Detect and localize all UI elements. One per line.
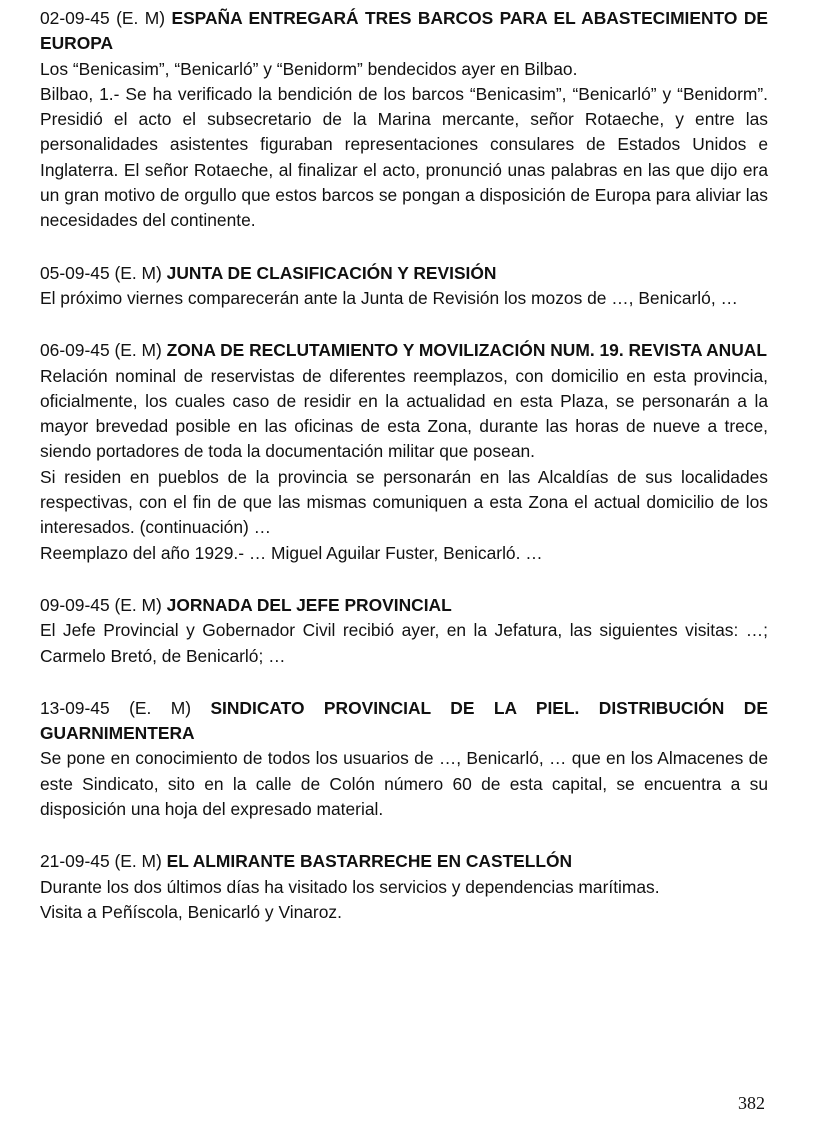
news-entry: [40, 696, 768, 822]
entry-source: (E. M): [114, 851, 162, 872]
entry-heading: [40, 696, 768, 747]
entry-heading: [40, 338, 768, 363]
entry-source: (E. M): [116, 8, 166, 28]
entry-date: 06-09-45: [40, 340, 110, 361]
entry-heading: [40, 849, 768, 874]
entry-paragraph: El próximo viernes comparecerán ante la Junta de Revisión los mozos de …, Benicarló, …: [40, 287, 738, 308]
entry-title: ZONA DE RECLUTAMIENTO Y MOVILIZACIÓN NUM. 19. REVISTA ANUAL: [166, 340, 767, 361]
page-number: 382: [738, 1093, 765, 1113]
entry-paragraph: El Jefe Provincial y Gobernador Civil recibió ayer, en la Jefatura, las siguientes visitas: …; Carmelo Bretó, de Benicarló; …: [40, 620, 768, 666]
entry-date: 05-09-45: [40, 262, 110, 283]
entry-source: (E. M): [114, 262, 162, 283]
entry-paragraph: Los “Benicasim”, “Benicarló” y “Benidorm” bendecidos ayer en Bilbao.: [40, 58, 578, 79]
entry-source: (E. M): [114, 340, 162, 361]
entry-paragraph: Reemplazo del año 1929.- … Miguel Aguilar Fuster, Benicarló. …: [40, 542, 543, 563]
entry-paragraph: Durante los dos últimos días ha visitado los servicios y dependencias marítimas.: [40, 876, 660, 897]
entry-date: 09-09-45: [40, 594, 110, 615]
entry-paragraph: Bilbao, 1.- Se ha verificado la bendición de los barcos “Benicasim”, “Benicarló” y “Benidorm”. Presidió el acto el subsecretario de la Marina mercante, señor Rotaeche, y entre las personalidades asistentes figuraban representaciones consulares de Estados Unidos e Inglaterra. El señor Rotaeche, al finalizar el acto, pronunció unas palabras en las que dijo era un gran motivo de orgullo que estos barcos se pongan a disposición de Europa para aliviar las necesidades del continente.: [40, 83, 768, 231]
entry-date: 02-09-45: [40, 8, 110, 28]
document-page: [40, 6, 768, 952]
entry-date: 13-09-45: [40, 697, 110, 718]
entry-paragraph: Visita a Peñíscola, Benicarló y Vinaroz.: [40, 901, 342, 922]
entry-paragraph: Se pone en conocimiento de todos los usuarios de …, Benicarló, … que en los Almacenes de este Sindicato, sito en la calle de Colón número 60 de esta capital, se encuentra a su disposición una hoja del expresado material.: [40, 748, 768, 820]
entry-heading: [40, 6, 768, 57]
entry-date: 21-09-45: [40, 851, 110, 872]
entry-title: SINDICATO PROVINCIAL DE LA PIEL. DISTRIBUCIÓN DE GUARNIMENTERA: [40, 697, 768, 744]
news-entry: [40, 849, 768, 925]
entry-source: (E. M): [114, 594, 162, 615]
entry-title: JORNADA DEL JEFE PROVINCIAL: [166, 594, 452, 615]
entry-title: JUNTA DE CLASIFICACIÓN Y REVISIÓN: [166, 262, 497, 283]
news-entry: [40, 593, 768, 669]
entry-title: EL ALMIRANTE BASTARRECHE EN CASTELLÓN: [166, 851, 573, 872]
entry-source: (E. M): [129, 697, 191, 718]
entry-paragraph: Si residen en pueblos de la provincia se personarán en las Alcaldías de sus localidades respectivas, con el fin de que las mismas comuniquen a esta Zona el actual domicilio de los interesados. (continuación) …: [40, 466, 768, 538]
news-entry: [40, 6, 768, 234]
entry-paragraph: Relación nominal de reservistas de diferentes reemplazos, con domicilio en esta provincia, oficialmente, los cuales caso de residir en la actualidad en esta Plaza, se personarán a la mayor brevedad posible en las oficinas de esta Zona, durante las horas de nueve a trece, siendo portadores de toda la documentación militar que posean.: [40, 365, 768, 462]
entry-heading: [40, 593, 768, 618]
news-entry: [40, 261, 768, 312]
entry-title: ESPAÑA ENTREGARÁ TRES BARCOS PARA EL ABASTECIMIENTO DE EUROPA: [40, 8, 768, 54]
entry-heading: [40, 261, 768, 286]
news-entry: [40, 338, 768, 566]
